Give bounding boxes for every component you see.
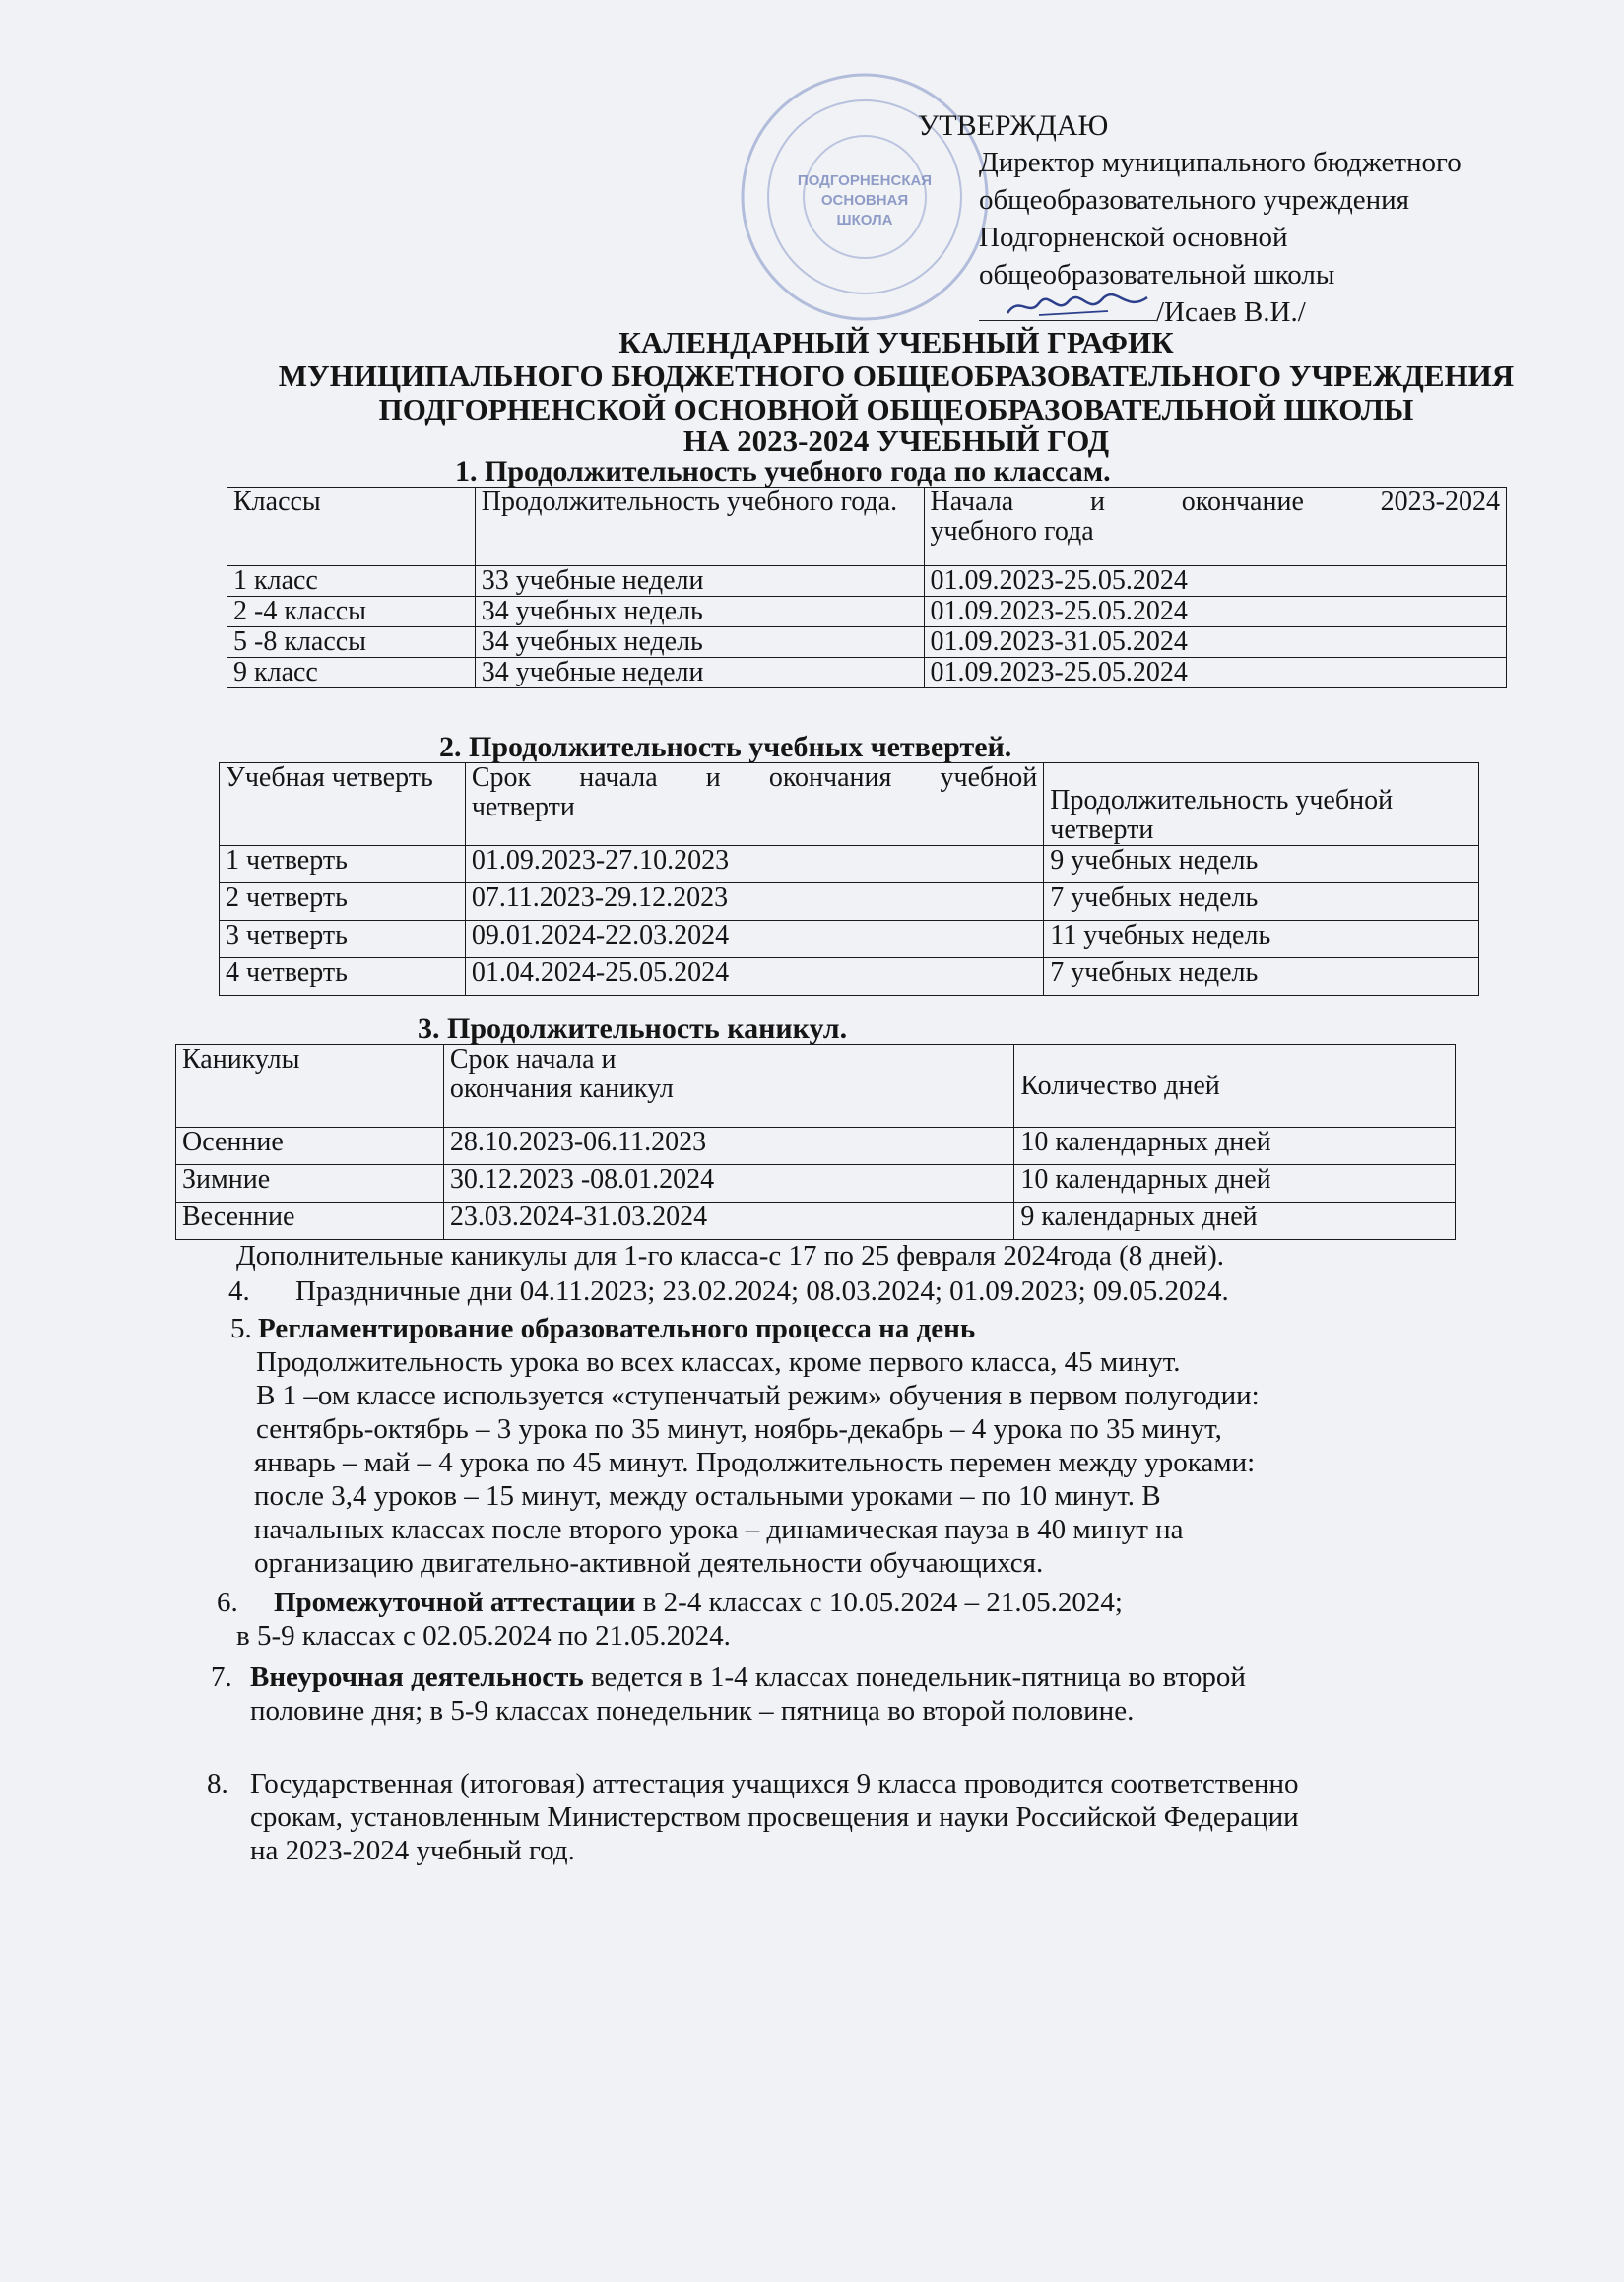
table-row [220,921,1479,958]
header-quarter: Учебная четверть [220,763,466,846]
cell-dates: 09.01.2024-22.03.2024 [465,921,1043,958]
table-row [176,1165,1456,1203]
cell-dates: 01.09.2023-31.05.2024 [924,627,1506,658]
cell-duration: 34 учебных недель [475,597,924,627]
item-5-line-3: сентябрь-октябрь – 3 урока по 35 минут, ноябрь-декабрь – 4 урока по 35 минут, [256,1413,1222,1445]
header-start-end-line-2: учебного года [930,516,1094,547]
item-6-line-2: в 5-9 классах с 02.05.2024 по 21.05.2024. [236,1620,731,1652]
item-6-bold: Промежуточной аттестации [274,1587,636,1618]
header-quarter-dates-line-1: Срок начала и окончания учебной [471,762,1038,793]
item-7-rest: ведется в 1-4 классах понедельник-пятница во второй [583,1662,1246,1693]
item-7-line-2: половине дня; в 5-9 классах понедельник – пятница во второй половине. [250,1695,1135,1727]
item-5-line-1: Продолжительность урока во всех классах, кроме первого класса, 45 минут. [256,1346,1181,1378]
cell-quarter: 3 четверть [220,921,466,958]
cell-holiday: Весенние [176,1203,444,1240]
item-6-number: 6. [217,1587,238,1618]
title-line-4: НА 2023-2024 УЧЕБНЫЙ ГОД [682,424,1110,458]
header-start-end-line-1: Начала и окончание 2023-2024 [930,487,1500,517]
header-start-end [924,488,1506,566]
header-year-duration: Продолжительность учебного года. [475,488,924,566]
cell-days: 9 календарных дней [1014,1203,1456,1240]
header-holidays: Каникулы [176,1045,444,1128]
item-5-line-4: январь – май – 4 урока по 45 минут. Продолжительность перемен между уроками: [254,1447,1256,1478]
cell-dates: 28.10.2023-06.11.2023 [443,1128,1013,1165]
cell-duration: 9 учебных недель [1044,846,1479,883]
item-7-bold: Внеурочная деятельность [250,1662,584,1693]
item-8-line-1: Государственная (итоговая) аттестация учащихся 9 класса проводится соответственно [250,1768,1299,1799]
item-5-heading: Регламентирование образовательного процесса на день [258,1313,976,1344]
extra-holidays-text: Дополнительные каникулы для 1-го класса-с 17 по 25 февраля 2024года (8 дней). [236,1240,1225,1271]
cell-holiday: Зимние [176,1165,444,1203]
cell-class: 1 класс [227,566,476,597]
cell-dates: 30.12.2023 -08.01.2024 [443,1165,1013,1203]
item-5-line-5: после 3,4 уроков – 15 минут, между остальными уроками – по 10 минут. В [254,1480,1161,1512]
table-row [227,566,1507,597]
item-7-text [250,1661,1246,1694]
cell-quarter: 2 четверть [220,883,466,921]
approval-heading: УТВЕРЖДАЮ [918,109,1109,142]
header-quarter-duration: Продолжительность учебной четверти [1044,763,1479,846]
item-6-rest: в 2-4 классах с 10.05.2024 – 21.05.2024; [635,1587,1123,1618]
cell-dates: 01.09.2023-25.05.2024 [924,597,1506,627]
section-3-heading: 3. Продолжительность каникул. [418,1012,848,1045]
stamp-line-3: ШКОЛА [836,212,893,228]
item-8-line-2: срокам, установленным Министерством просвещения и науки Российской Федерации [250,1801,1299,1833]
handwritten-signature [1000,286,1157,325]
table-row [220,958,1479,996]
header-holiday-dates-line-1: Срок начала и [449,1044,617,1075]
header-day-count: Количество дней [1014,1045,1456,1128]
cell-class: 9 класс [227,658,476,688]
cell-duration: 34 учебных недель [475,627,924,658]
header-holiday-dates-line-2: окончания каникул [449,1074,674,1104]
cell-duration: 7 учебных недель [1044,883,1479,921]
table-row [227,597,1507,627]
cell-duration: 33 учебные недели [475,566,924,597]
cell-dates: 01.09.2023-27.10.2023 [465,846,1043,883]
cell-quarter: 1 четверть [220,846,466,883]
header-classes: Классы [227,488,476,566]
header-quarter-dates [465,763,1043,846]
item-4-number: 4. [228,1275,250,1307]
item-4-text: Праздничные дни 04.11.2023; 23.02.2024; 08.03.2024; 01.09.2023; 09.05.2024. [295,1275,1229,1307]
stamp-line-1: ПОДГОРНЕНСКАЯ [797,172,933,189]
approval-line-2: общеобразовательного учреждения [979,184,1409,217]
approval-line-1: Директор муниципального бюджетного [979,147,1462,179]
table-row [220,883,1479,921]
cell-class: 5 -8 классы [227,627,476,658]
title-line-3: ПОДГОРНЕНСКОЙ ОСНОВНОЙ ОБЩЕОБРАЗОВАТЕЛЬНОЙ ШКОЛЫ [378,392,1414,426]
table-row [227,658,1507,688]
title-line-2: МУНИЦИПАЛЬНОГО БЮДЖЕТНОГО ОБЩЕОБРАЗОВАТЕЛЬНОГО УЧРЕЖДЕНИЯ [278,359,1515,393]
cell-duration: 34 учебные недели [475,658,924,688]
item-7-number: 7. [211,1662,232,1693]
cell-duration: 7 учебных недель [1044,958,1479,996]
item-5-line-6: начальных классах после второго урока – динамическая пауза в 40 минут на [254,1514,1184,1545]
stamp-line-2: ОСНОВНАЯ [820,192,909,209]
title-line-1: КАЛЕНДАРНЫЙ УЧЕБНЫЙ ГРАФИК [618,325,1174,359]
header-quarter-dates-line-2: четверти [471,792,575,822]
section-2-heading: 2. Продолжительность учебных четвертей. [439,731,1012,763]
cell-days: 10 календарных дней [1014,1165,1456,1203]
item-6-text [274,1586,1123,1619]
item-5-line-7: организацию двигательно-активной деятельности обучающихся. [254,1547,1044,1579]
cell-holiday: Осенние [176,1128,444,1165]
section-1-heading: 1. Продолжительность учебного года по классам. [455,455,1111,488]
cell-days: 10 календарных дней [1014,1128,1456,1165]
item-8-number: 8. [207,1768,228,1799]
cell-dates: 07.11.2023-29.12.2023 [465,883,1043,921]
cell-dates: 01.09.2023-25.05.2024 [924,566,1506,597]
approval-line-3: Подгорненской основной [979,222,1288,254]
item-5-number: 5. [230,1313,252,1344]
table-row [227,627,1507,658]
table-row [220,846,1479,883]
cell-class: 2 -4 классы [227,597,476,627]
header-holiday-dates [443,1045,1013,1128]
table-year-duration [227,487,1507,688]
item-5-line-2: В 1 –ом классе используется «ступенчатый режим» обучения в первом полугодии: [256,1380,1260,1411]
cell-quarter: 4 четверть [220,958,466,996]
table-row [176,1128,1456,1165]
table-row [176,1203,1456,1240]
cell-duration: 11 учебных недель [1044,921,1479,958]
approval-signature-name: /Исаев В.И./ [1156,296,1306,329]
cell-dates: 01.04.2024-25.05.2024 [465,958,1043,996]
cell-dates: 23.03.2024-31.03.2024 [443,1203,1013,1240]
table-quarters [219,762,1479,996]
table-holidays [175,1044,1456,1240]
cell-dates: 01.09.2023-25.05.2024 [924,658,1506,688]
item-8-line-3: на 2023-2024 учебный год. [250,1835,575,1866]
approval-line-4: общеобразовательной школы [979,259,1335,292]
